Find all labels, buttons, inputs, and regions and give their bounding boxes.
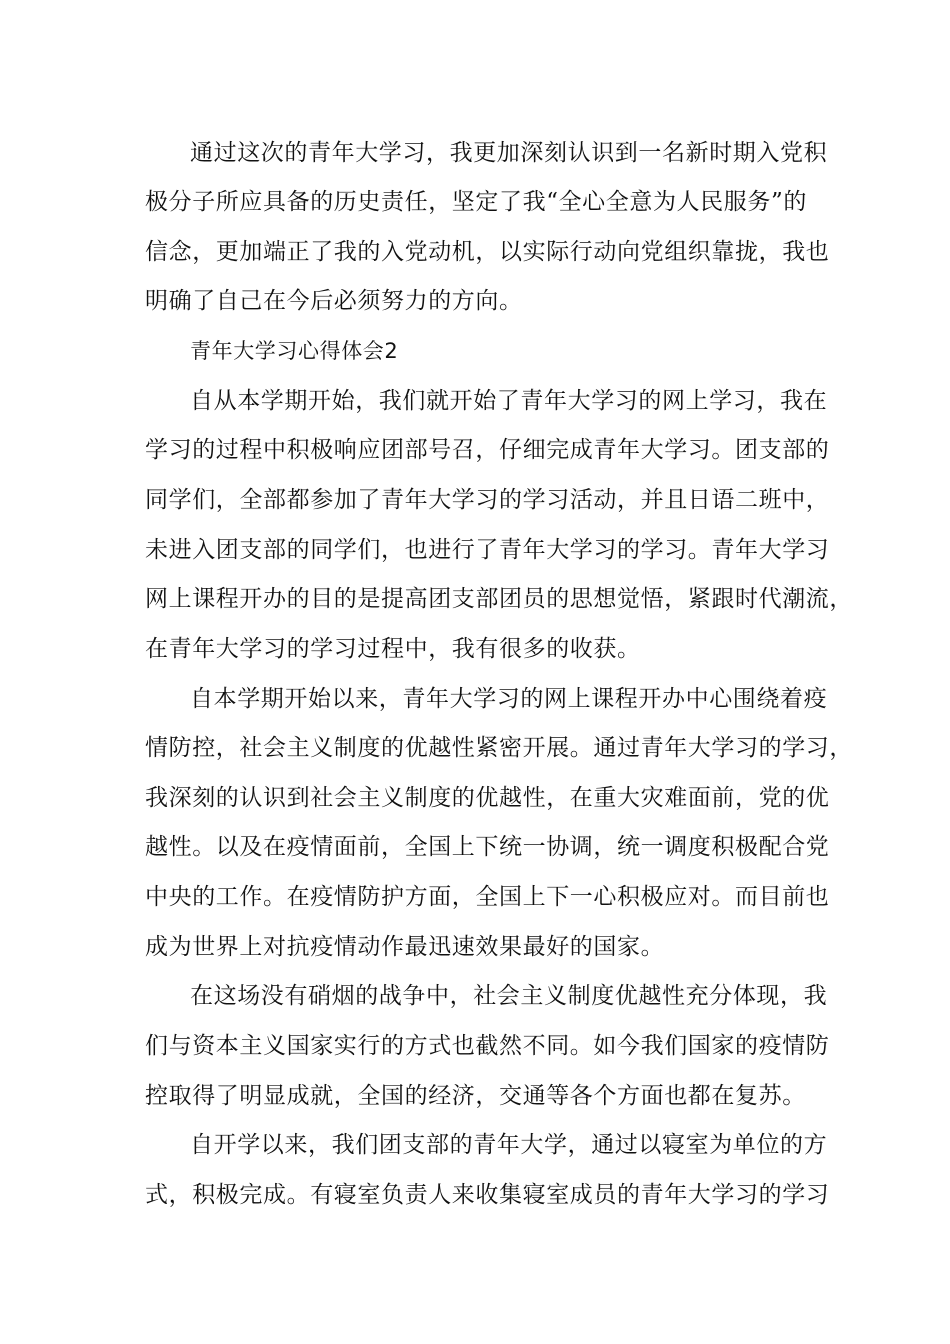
paragraph-2-line-6: 在青年大学习的学习过程中，我有很多的收获。 [145,636,641,662]
paragraph-1-line-1: 通过这次的青年大学习，我更加深刻认识到一名新时期入党积 [190,140,828,166]
paragraph-3-line-5: 中央的工作。在疫情防护方面，全国上下一心积极应对。而目前也 [145,884,830,910]
paragraph-4-line-3: 控取得了明显成就，全国的经济，交通等各个方面也都在复苏。 [145,1083,806,1109]
paragraph-3-line-2: 情防控，社会主义制度的优越性紧密开展。通过青年大学习的学习， [145,735,853,761]
paragraph-2-line-5: 网上课程开办的目的是提高团支部团员的思想觉悟，紧跟时代潮流， [145,586,853,612]
paragraph-1-line-3: 信念，更加端正了我的入党动机，以实际行动向党组织靠拢，我也 [145,239,830,265]
paragraph-3-line-3: 我深刻的认识到社会主义制度的优越性，在重大灾难面前，党的优 [145,785,830,811]
paragraph-1-line-2: 极分子所应具备的历史责任，坚定了我“全心全意为人民服务”的 [145,189,807,215]
paragraph-2-line-4: 未进入团支部的同学们，也进行了青年大学习的学习。青年大学习 [145,537,830,563]
paragraph-5-line-1: 自开学以来，我们团支部的青年大学，通过以寝室为单位的方 [190,1132,828,1158]
paragraph-2-line-1: 自从本学期开始，我们就开始了青年大学习的网上学习，我在 [190,388,828,414]
paragraph-1-line-4: 明确了自己在今后必须努力的方向。 [145,288,523,314]
paragraph-2-line-3: 同学们，全部都参加了青年大学习的学习活动，并且日语二班中， [145,487,830,513]
paragraph-4-line-1: 在这场没有硝烟的战争中，社会主义制度优越性充分体现，我 [190,983,828,1009]
paragraph-3-line-4: 越性。以及在疫情面前，全国上下统一协调，统一调度积极配合党 [145,834,830,860]
paragraph-3-line-6: 成为世界上对抗疫情动作最迅速效果最好的国家。 [145,934,665,960]
section-heading: 青年大学习心得体会2 [190,339,399,363]
paragraph-3-line-1: 自本学期开始以来，青年大学习的网上课程开办中心围绕着疫 [190,686,828,712]
paragraph-2-line-2: 学习的过程中积极响应团部号召，仔细完成青年大学习。团支部的 [145,437,830,463]
paragraph-4-line-2: 们与资本主义国家实行的方式也截然不同。如今我们国家的疫情防 [145,1033,830,1059]
paragraph-5-line-2: 式，积极完成。有寝室负责人来收集寝室成员的青年大学习的学习 [145,1182,830,1208]
